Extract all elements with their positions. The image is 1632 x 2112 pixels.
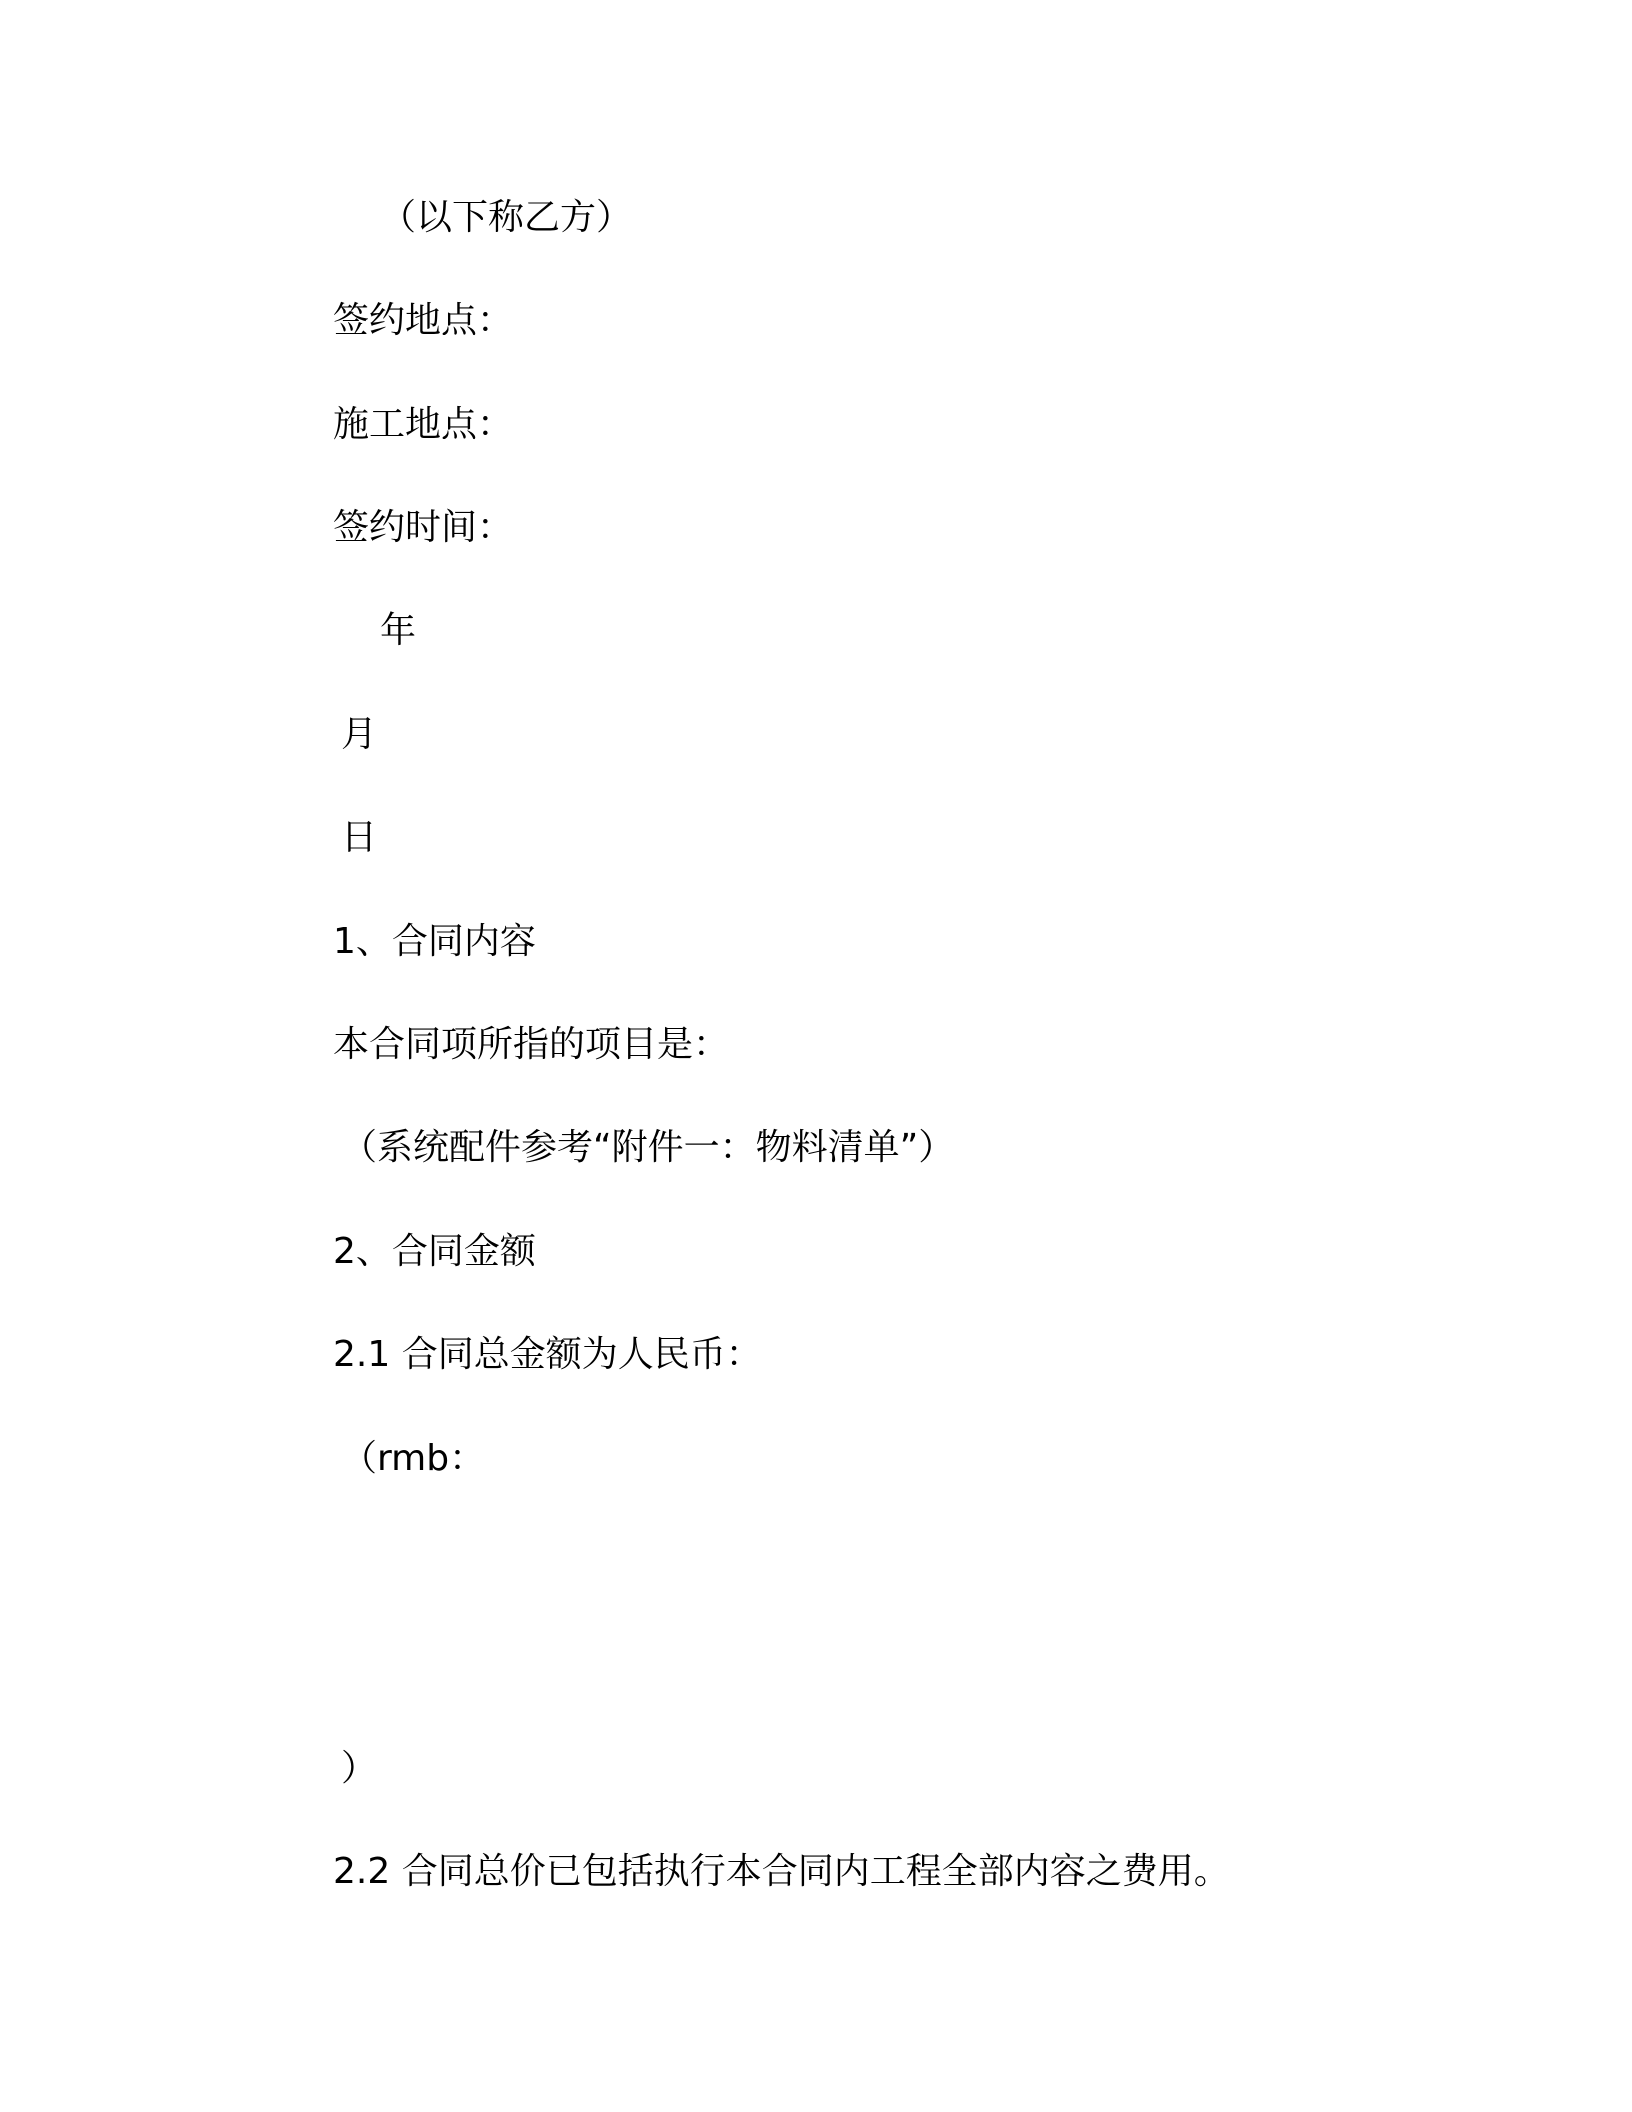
month-label: 月 — [341, 714, 378, 755]
section-2-heading: 2、合同金额 — [333, 1231, 536, 1272]
section-1-heading: 1、合同内容 — [333, 921, 536, 962]
section-2-2: 2.2 合同总价已包括执行本合同内工程全部内容之费用。 — [333, 1851, 1230, 1892]
section-1-project: 本合同项所指的项目是： — [333, 1024, 730, 1065]
rmb-close: ） — [341, 1748, 378, 1789]
rmb-open: （rmb： — [341, 1438, 486, 1479]
section-1-attachment: （系统配件参考“附件一：物料清单”） — [341, 1127, 955, 1168]
party-b-note: （以下称乙方） — [380, 197, 633, 238]
section-2-1: 2.1 合同总金额为人民币： — [333, 1334, 762, 1375]
construction-place-label: 施工地点： — [333, 404, 514, 445]
signing-place-label: 签约地点： — [333, 300, 514, 341]
day-label: 日 — [341, 817, 378, 858]
signing-time-label: 签约时间： — [333, 507, 514, 548]
year-label: 年 — [380, 610, 417, 651]
